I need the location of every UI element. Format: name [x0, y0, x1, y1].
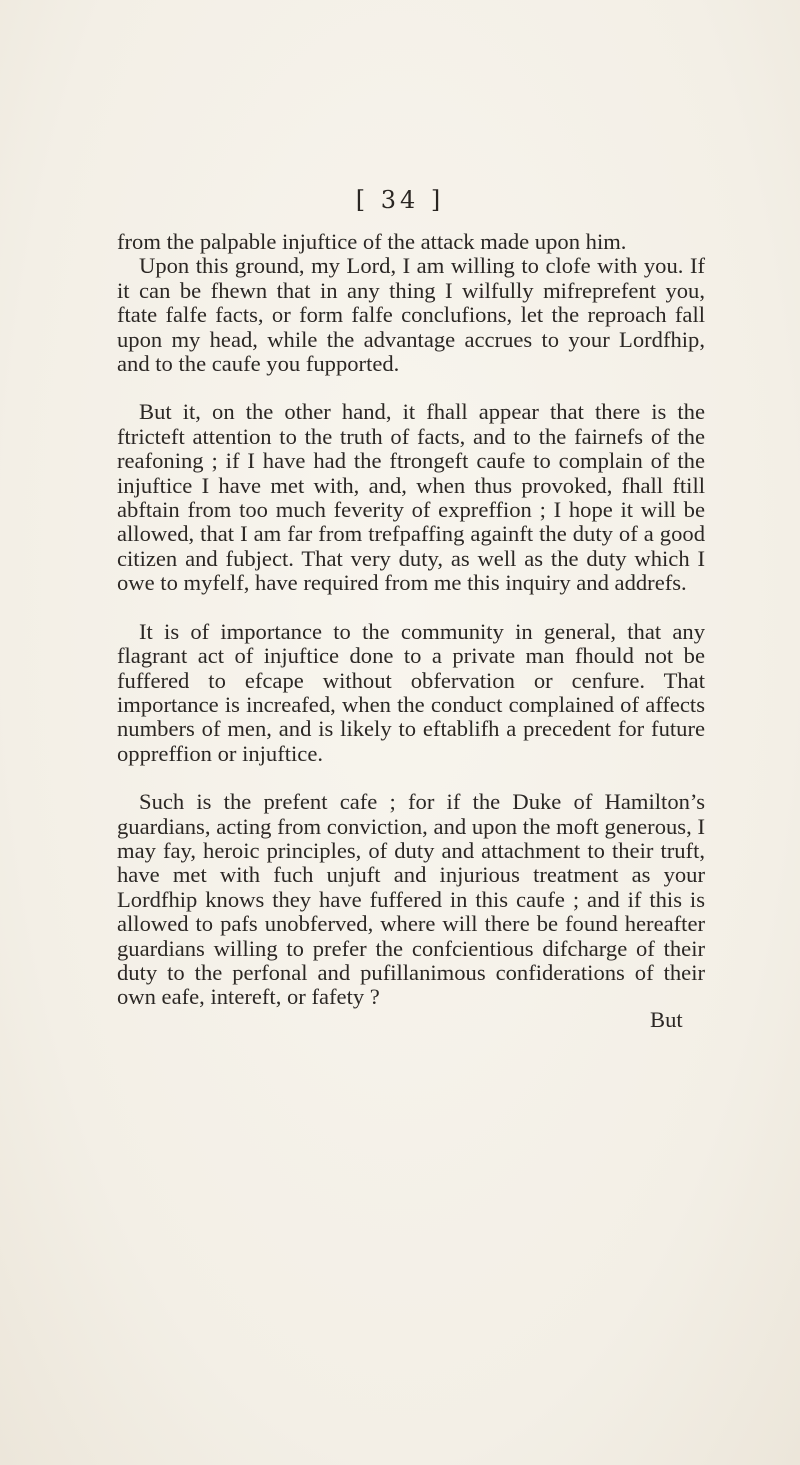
page-number: [ 34 ] — [355, 186, 445, 214]
paragraph-5: Such is the prefent cafe ; for if the Duke of Hamilton’s guardians, acting from conviction, and upon the moft generous, I may fay, heroic principles, of duty and attachment to their truft, have met with fuch unjuft and injurious treatment as your Lordfhip knows they have fuffered in this caufe ; and if this is allowed to pafs unobferved, where will there be found hereafter guardians willing to prefer the confcientious difcharge of their duty to the perfonal and pufillanimous confiderations of their own eafe, intereft, or fafety ? — [117, 789, 705, 1010]
body-text — [117, 230, 705, 1010]
paragraph-3: But it, on the other hand, it fhall appear that there is the ftricteft attention to the truth of facts, and to the fairnefs of the reafoning ; if I have had the ftrongeft caufe to complain of the injuftice I have met with, and, when thus provoked, fhall ftill abftain from too much feverity of expreffion ; I hope it will be allowed, that I am far from trefpaffing againft the duty of a good citizen and fubject. That very duty, as well as the duty which I owe to myfelf, have required from me this inquiry and addrefs. — [117, 399, 705, 596]
paragraph-1: from the palpable injuftice of the attack made upon him. — [117, 229, 627, 254]
catchword: But — [650, 1007, 683, 1032]
paragraph-2: Upon this ground, my Lord, I am willing to clofe with you. If it can be fhewn that in any thing I wilfully mifreprefent you, ftate falfe facts, or form falfe conclufions, let the reproach fall upon my head, while the advantage accrues to your Lordfhip, and to the caufe you fupported. — [117, 253, 705, 377]
paragraph-4: It is of importance to the community in general, that any flagrant act of injuftice done to a private man fhould not be fuffered to efcape without obfervation or cenfure. That importance is increafed, when the conduct complained of affects numbers of men, and is likely to eftablifh a precedent for future oppreffion or injuftice. — [117, 618, 705, 766]
